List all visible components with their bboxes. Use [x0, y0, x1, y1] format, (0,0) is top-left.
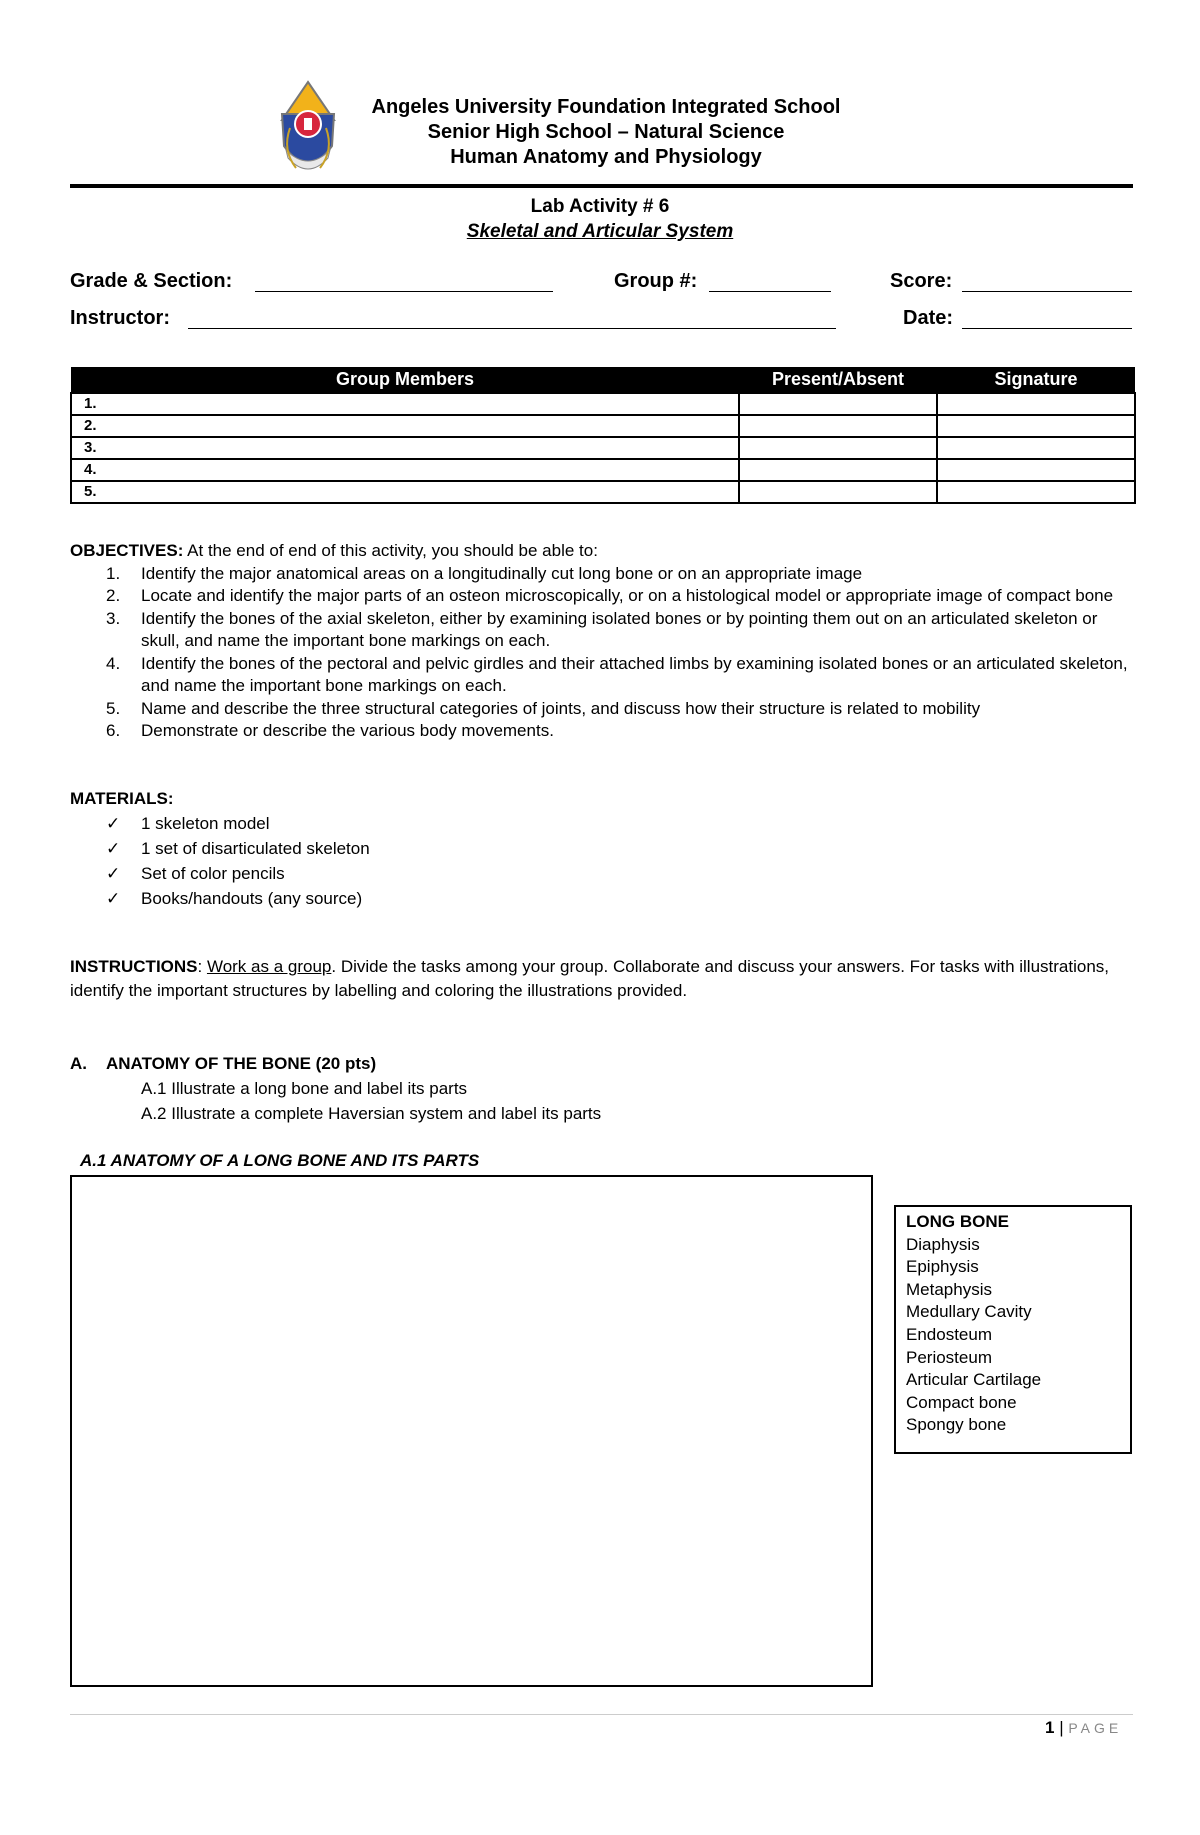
signature-cell[interactable] [937, 415, 1135, 437]
lab-subtitle: Skeletal and Articular System [466, 221, 734, 242]
list-item: Spongy bone [906, 1415, 1007, 1435]
list-item: Periosteum [906, 1347, 992, 1367]
member-name-cell[interactable]: 1. [71, 393, 739, 415]
footer-divider [70, 1714, 1133, 1715]
page-footer [1045, 1718, 1122, 1738]
page-separator: | [1059, 1718, 1064, 1737]
list-item: 4. Identify the bones of the pectoral and pelvic girdles and their attached limbs by examining isolated bones or an articulated skeleton, and name the important bone markings on each. [106, 653, 1128, 695]
list-item: Compact bone [906, 1392, 1017, 1412]
present-absent-cell[interactable] [739, 481, 937, 503]
section-a-letter: A. [70, 1054, 87, 1073]
column-header-present-absent: Present/Absent [739, 367, 937, 393]
department-name: Senior High School – Natural Science [427, 121, 785, 143]
list-item: 2. Locate and identify the major parts of an osteon microscopically, or on a histological model or appropriate image of compact bone [106, 586, 1114, 605]
list-item: Endosteum [906, 1324, 992, 1344]
score-field[interactable] [962, 291, 1132, 292]
long-bone-title: LONG BONE [906, 1212, 1009, 1231]
instructor-label: Instructor: [70, 307, 170, 329]
materials-list [70, 811, 1140, 911]
instructions-label: INSTRUCTIONS [70, 957, 198, 976]
list-item: Articular Cartilage [906, 1370, 1042, 1390]
table-header-row [71, 367, 1135, 393]
check-icon: ✓ [106, 838, 121, 858]
objectives-label: OBJECTIVES: [70, 541, 184, 560]
lab-title: Lab Activity # 6 [530, 196, 670, 217]
column-header-signature: Signature [937, 367, 1135, 393]
grade-section-label: Grade & Section: [70, 270, 233, 292]
group-number-field[interactable] [709, 291, 831, 292]
objectives-intro: At the end of end of this activity, you should be able to: [187, 541, 598, 560]
table-row [71, 393, 1135, 415]
check-icon: ✓ [106, 863, 121, 883]
group-members-table [70, 367, 1136, 504]
present-absent-cell[interactable] [739, 393, 937, 415]
signature-cell[interactable] [937, 481, 1135, 503]
list-item: Diaphysis [906, 1234, 980, 1254]
list-item: 1. Identify the major anatomical areas on a longitudinally cut long bone or on an appropriate image [106, 563, 863, 583]
list-item: Medullary Cavity [906, 1302, 1032, 1322]
member-name-cell[interactable]: 5. [71, 481, 739, 503]
signature-cell[interactable] [937, 393, 1135, 415]
list-item: ✓ 1 set of disarticulated skeleton [70, 836, 1140, 861]
table-row [71, 459, 1135, 481]
score-label: Score: [890, 270, 953, 292]
group-number-label: Group #: [614, 270, 698, 292]
signature-cell[interactable] [937, 459, 1135, 481]
table-row [71, 415, 1135, 437]
list-item: Metaphysis [906, 1279, 992, 1299]
member-name-cell[interactable]: 4. [71, 459, 739, 481]
check-icon: ✓ [106, 813, 121, 833]
long-bone-parts-box [894, 1205, 1132, 1454]
table-row [71, 437, 1135, 459]
list-item: 6. Demonstrate or describe the various body movements. [106, 721, 554, 740]
date-label: Date: [903, 307, 954, 329]
page-number: 1 [1045, 1718, 1055, 1737]
grade-section-field[interactable] [255, 291, 553, 292]
objectives-heading [70, 540, 1140, 563]
objectives-list [70, 563, 1140, 743]
member-name-cell[interactable]: 3. [71, 437, 739, 459]
list-item: ✓ Books/handouts (any source) [70, 886, 1140, 911]
member-name-cell[interactable]: 2. [71, 415, 739, 437]
illustration-area[interactable] [70, 1175, 873, 1687]
objectives-section [70, 540, 1140, 743]
list-item: Epiphysis [906, 1257, 979, 1277]
section-a-item-2: A.2 Illustrate a complete Haversian system and label its parts [141, 1104, 602, 1123]
present-absent-cell[interactable] [739, 437, 937, 459]
list-item: 3. Identify the bones of the axial skeleton, either by examining isolated bones or by pointing them out on an articulated skeleton or skull, and name the important bone markings on each. [106, 608, 1098, 650]
materials-heading: MATERIALS: [70, 789, 174, 808]
table-row [71, 481, 1135, 503]
instructions-emphasis: Work as a group [206, 957, 332, 976]
check-icon: ✓ [106, 888, 121, 908]
present-absent-cell[interactable] [739, 415, 937, 437]
page-label: PAGE [1068, 1720, 1123, 1736]
materials-section [70, 788, 1140, 911]
list-item: ✓ 1 skeleton model [70, 811, 1140, 836]
section-a-title: ANATOMY OF THE BONE (20 pts) [106, 1054, 377, 1073]
present-absent-cell[interactable] [739, 459, 937, 481]
instructions-paragraph: INSTRUCTIONS: Work as a group. Divide the tasks among your group. Collaborate and discuss your answers. For tasks with illustrations, identify the important structures by labelling and coloring the illustrations provided. [70, 957, 1110, 1000]
section-a-item-1: A.1 Illustrate a long bone and label its parts [141, 1079, 468, 1098]
course-name: Human Anatomy and Physiology [450, 146, 762, 168]
instructor-field[interactable] [188, 328, 836, 329]
school-name: Angeles University Foundation Integrated School [371, 96, 841, 118]
list-item: 5. Name and describe the three structural categories of joints, and discuss how their structure is related to mobility [106, 698, 981, 718]
column-header-group-members: Group Members [71, 367, 739, 393]
header-divider [70, 184, 1133, 188]
section-a1-subheading: A.1 ANATOMY OF A LONG BONE AND ITS PARTS [80, 1151, 480, 1170]
list-item: ✓ Set of color pencils [70, 861, 1140, 886]
signature-cell[interactable] [937, 437, 1135, 459]
date-field[interactable] [962, 328, 1132, 329]
